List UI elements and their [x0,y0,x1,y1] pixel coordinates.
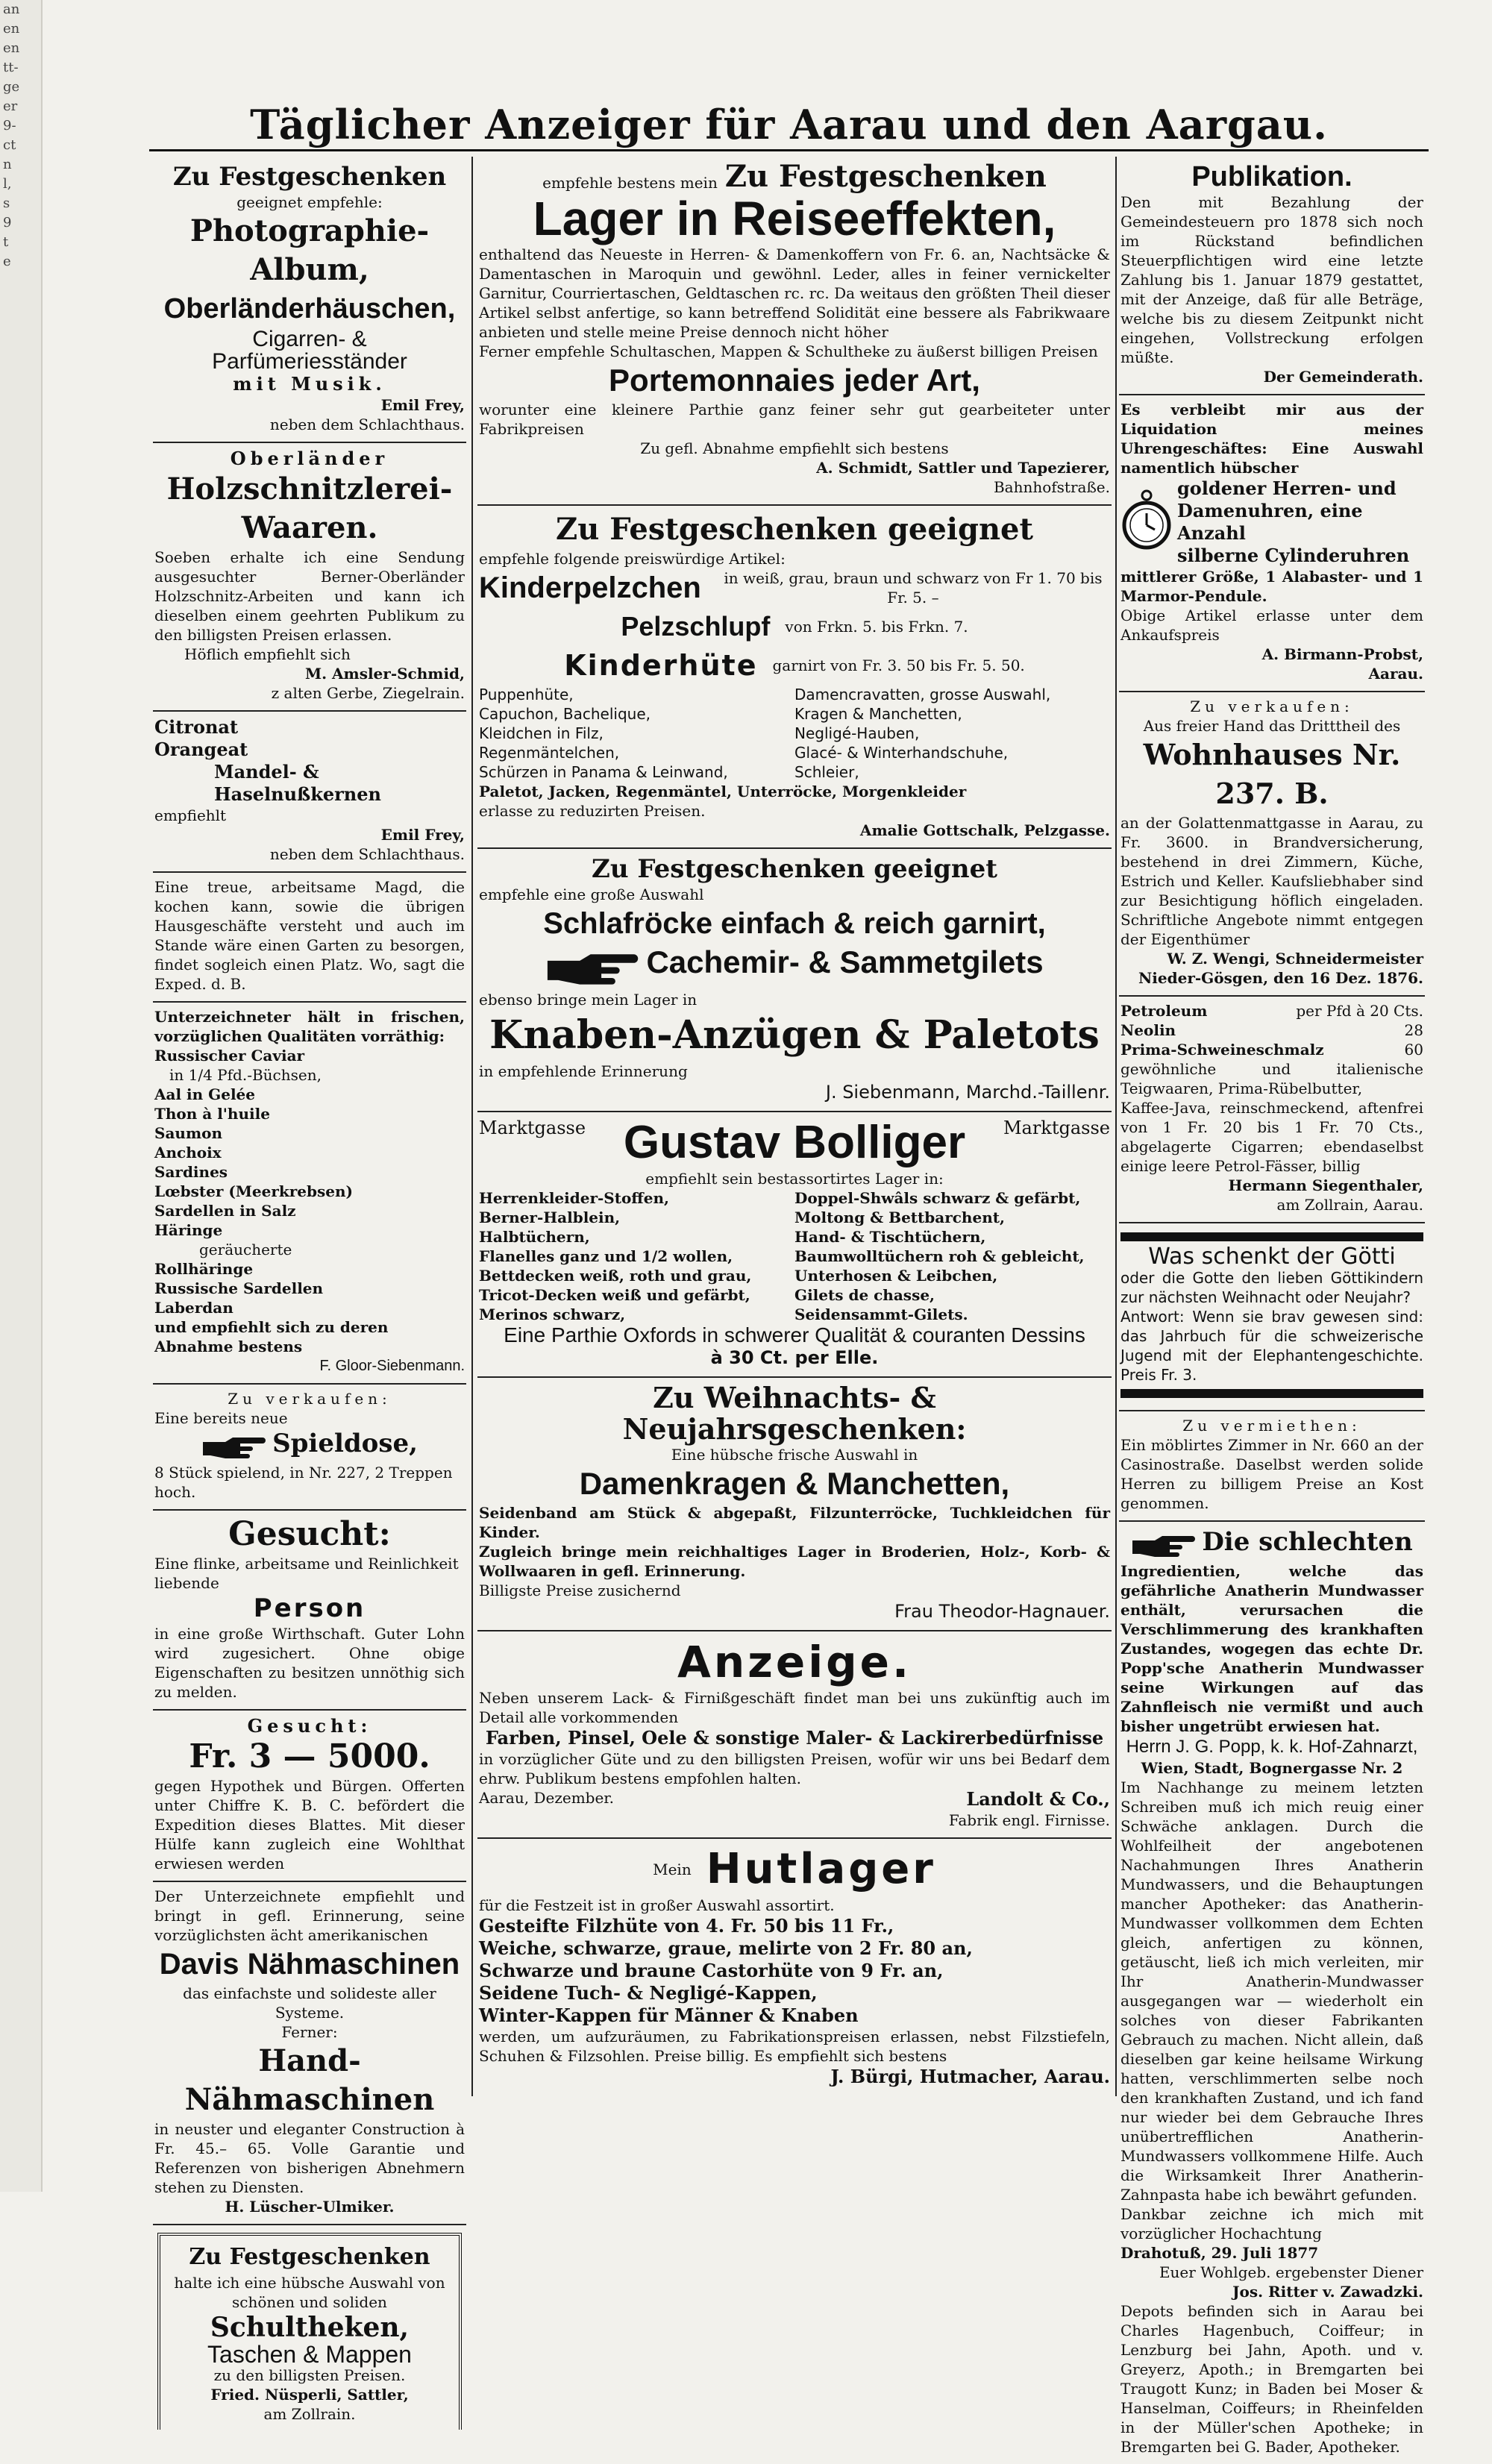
ad-item: Lœbster (Meerkrebsen) [154,1182,354,1200]
ad-title: Eine Parthie Oxfords in schwerer Qualität & couranten Dessins [504,1323,1085,1347]
ad-item: Flanelles ganz und 1/2 wollen, [479,1247,733,1265]
ad-item: Capuchon, Bachelique, [479,705,651,723]
ad-item: Schwarze und braune Castorhüte von 9 Fr. an, [479,1959,944,1981]
ad-title: Farben, Pinsel, Oele & sonstige Maler- & Lackirerbedürfnisse [485,1726,1104,1749]
ad-text: Ferner: [281,2022,338,2041]
ad-text: in neuster und eleganter Construction à Fr. 45.– 65. Volle Garantie und Referenzen von bisherigen Abnehmern stehen zu Diensten. [154,2119,465,2196]
ad-item: Kleidchen in Filz, [479,724,604,742]
edge-fragment: en [3,21,20,37]
ad-title: Schlafröcke einfach & reich garnirt, [543,907,1046,940]
ad-signature: H. Lüscher-Ulmiker. [225,2197,395,2216]
ad-text: Billigste Preise zusichernd [479,1581,681,1599]
ad-address: Wien, Stadt, Bognergasse Nr. 2 [1141,1758,1403,1777]
ad-title: Hand-Nähmaschinen [184,2043,435,2117]
ad-signature: Jos. Ritter v. Zawadzki. [1232,2282,1423,2301]
ad-naehmaschinen [153,1882,466,2225]
ad-signature: M. Amsler-Schmid, [304,665,465,683]
ad-title: Person [253,1593,366,1623]
ad-item: Gilets de chasse, [794,1285,935,1304]
ad-reiseeffekten [477,157,1112,506]
ad-text: halte ich eine hübsche Auswahl von schönen und soliden [174,2273,445,2311]
ad-schlafroecke [477,849,1112,1112]
ad-title: Knaben-Anzügen & Paletots [489,1012,1100,1058]
ad-signature: A. Birmann-Probst, [1261,645,1423,663]
ad-price: à 30 Ct. per Elle. [710,1347,879,1368]
edge-fragment: l, [3,176,12,192]
ad-item: Russischer Caviar [154,1047,305,1065]
ad-text: Eine hübsche frische Auswahl in [671,1445,918,1464]
edge-fragment: s [3,195,10,211]
ad-side-label: Marktgasse [1003,1117,1110,1138]
ad-item: Orangeat [154,739,248,760]
pointing-hand-icon [201,1435,269,1463]
ad-item: Schürzen in Panama & Leinwand, [479,763,728,781]
ad-item: geräucherte [199,1241,292,1258]
ad-citronat [153,712,466,873]
ad-text: empfehle folgende preiswürdige Artikel: [479,550,786,568]
ad-heading: Zu verkaufen: [1190,697,1354,715]
ad-heading: Gesucht: [228,1514,391,1553]
ad-heading: Zu Festgeschenken [724,159,1047,194]
ad-text: Höflich empfiehlt sich [184,645,351,663]
ad-text: Paletot, Jacken, Regenmäntel, Unterröcke, Morgenkleider [479,783,967,800]
ad-heading: Zu vermiethen: [1182,1417,1361,1435]
edge-fragment: t [3,234,9,250]
ad-signature: Hermann Siegenthaler, [1228,1176,1423,1194]
ad-signature: W. Z. Wengi, Schneidermeister [1167,950,1423,968]
ad-text: für die Festzeit ist in großer Auswahl assortirt. [479,1896,835,1914]
ad-heading: Zu Festgeschenken [172,162,447,192]
ad-anzeige-landolt [477,1631,1112,1839]
ad-place-date: Aarau, Dezember. [479,1788,615,1807]
ad-title: Cachemir- & Sammetgilets [646,944,1044,979]
ad-holzschnitzlerei [153,443,466,712]
ad-item: Glacé- & Winterhandschuhe, [794,744,1009,762]
ad-item: in 1/4 Pfd.-Büchsen, [169,1066,322,1084]
ad-text: gegen Hypothek und Bürgen. Offerten unter Chiffre K. B. C. befördert die Expedition dieses Blattes. Mit dieser Hülfe kann zugleich eine Wohlthat erwiesen werden [154,1776,465,1872]
ad-heading: Publikation. [1191,161,1352,192]
ad-item: Berner-Halblein, [479,1208,621,1226]
edge-fragment: n [3,157,12,172]
ad-item: Winter-Kappen für Männer & Knaben [479,2004,859,2026]
masthead-rule [149,149,1429,151]
ad-heading: Zu verkaufen: [228,1390,392,1408]
ad-item: Seidensammt-Gilets. [794,1305,968,1323]
ad-item: Seidene Tuch- & Negligé-Kappen, [479,1981,818,2004]
ad-text: und empfiehlt sich zu deren Abnahme bestens [154,1318,389,1355]
ad-text: oder die Gotte den lieben Göttikindern zur nächsten Weihnacht oder Neujahr? [1120,1269,1423,1306]
ad-item: Aal in Gelée [154,1085,255,1103]
ad-item: Sardines [154,1163,228,1181]
ad-item: Pelzschlupf [621,611,771,642]
ad-gesucht-geld [153,1711,466,1882]
ad-signature: J. Siebenmann, Marchd.-Taillenr. [825,1081,1110,1103]
ad-item: Prima-Schweineschmalz [1120,1041,1324,1059]
ad-text: Unterzeichneter hält in frischen, vorzüglichen Qualitäten vorräthig: [154,1008,465,1045]
ad-item: Mandel- & [214,761,319,783]
ad-text: Kaffee-Java, reinschmeckend, aftenfrei von 1 Fr. 20 bis 1 Fr. 70 Cts., abgelagerte Cigarren; ebendaselbst einige leere Petrol-Fässer, billig [1120,1099,1423,1175]
ad-signature: Frau Theodor-Hagnauer. [894,1600,1110,1622]
ad-text: Ingredientien, welche das gefährliche Anatherin Mundwasser enthält, verursachen die Verschlimmerung des krankhaften Zustandes, wogegen das echte Dr. Popp'sche Anatherin Mundwasser seine Wirkungen auf das Zahnfleisch nie vermißt und auch bisher ungetrübt erwiesen hat. [1120,1561,1423,1735]
edge-fragment: ge [3,79,20,95]
ad-text: empfiehlt sein bestassortirtes Lager in: [645,1169,944,1188]
ad-item: Negligé-Hauben, [794,724,920,742]
ad-heading: Hutlager [706,1844,936,1893]
ad-item: Gesteifte Filzhüte von 4. Fr. 50 bis 11 Fr., [479,1914,894,1937]
ad-title: Spieldose, [272,1429,418,1458]
ad-item: Kragen & Manchetten, [794,705,962,723]
ad-text: empfiehlt [154,806,227,824]
ad-text: Neben unserem Lack- & Firnißgeschäft findet man bei uns zukünftig auch im Detail alle vorkommenden [479,1688,1110,1726]
column-middle [477,157,1112,2095]
ad-item: Unterhosen & Leibchen, [794,1266,998,1285]
ad-publikation [1119,157,1425,395]
ad-heading: Zu Festgeschenken [189,2243,430,2270]
ad-signature-address: am Zollrain. [263,2404,356,2423]
ad-text: empfehle eine große Auswahl [479,885,704,903]
ad-text: enthaltend das Neueste in Herren- & Damenkoffern von Fr. 6. an, Nachtsäcke & Damentaschen in Maroquin und gewöhnl. Leder, alles in feiner vernickelter Garnitur, Courriertaschen, Geldtaschen rc. rc. Da weitaus den größten Theil dieser Artikel selbst anfertige, so kann betreffend Solidität eine bessere als Fabrikwaare anbieten und stelle meine Preise dennoch nicht höher [479,245,1110,341]
ad-text: Obige Artikel erlasse unter dem Ankaufspreis [1120,606,1423,644]
ad-goetti [1119,1223,1425,1411]
ad-item: Merinos schwarz, [479,1305,626,1323]
ad-title: Davis Nähmaschinen [159,1947,460,1981]
ad-text: ebenso bringe mein Lager in [479,990,698,1009]
ad-item: Neolin [1120,1021,1176,1039]
ad-text: Seidenband am Stück & abgepaßt, Filzunterröcke, Tuchkleidchen für Kinder. [479,1503,1110,1541]
edge-fragment: er [3,98,18,114]
ad-text: Es verbleibt mir aus der Liquidation meines Uhrengeschäftes: Eine Auswahl namentlich hübscher [1120,401,1423,477]
edge-fragment: ct [3,137,16,153]
column-divider [471,157,473,2096]
ad-item: Thon à l'huile [154,1105,270,1123]
ad-item: Rollhäringe [154,1260,254,1278]
ad-item: Saumon [154,1124,222,1142]
ad-signature-address: Nieder-Gösgen, den 16 Dez. 1876. [1138,969,1423,987]
ad-item: Damenuhren, eine Anzahl [1177,500,1363,544]
ad-text: geeignet empfehle: [236,193,383,211]
ad-heading: Zu Festgeschenken geeignet [556,512,1033,547]
edge-fragment: en [3,40,20,56]
ad-signature-address: z alten Gerbe, Ziegelrain. [271,684,465,702]
ad-signature: J. Bürgi, Hutmacher, Aarau. [830,2065,1110,2087]
ad-item: Tricot-Decken weiß und gefärbt, [479,1285,750,1304]
ad-text: worunter eine kleinere Parthie ganz feiner sehr gut gearbeiteter unter Fabrikpreisen [479,401,1110,438]
ad-title: Gustav Bolliger [623,1116,966,1168]
ad-wohnhaus [1119,692,1425,997]
ad-text: in eine große Wirthschaft. Guter Lohn wird zugesichert. Ohne obige Eigenschaften zu besitzen unnöthig sich zu melden. [154,1624,465,1701]
ad-item: Hand- & Tischtüchern, [794,1227,986,1246]
previous-page-edge [0,0,43,2192]
ad-text: Den mit Bezahlung der Gemeindesteuern pro 1878 sich noch im Rückstand befindlichen Steuerpflichtigen wird eine letzte Zahlung bis 1. Januar 1879 gestattet, mit der Anzeige, daß für alle Beträge, welche bis zu diesem Zeitpunkt nicht eingehen, Vollstreckung erfolgen müßte. [1120,193,1423,366]
ad-item: Anchoix [154,1144,222,1162]
ad-signature-address: Fabrik engl. Firnisse. [948,1811,1110,1829]
ad-hutlager [477,1839,1112,2095]
ad-place-date: Drahotuß, 29. Juli 1877 [1120,2243,1319,2262]
ad-delikatessen [153,1003,466,1385]
ad-text: Depots befinden sich in Aarau bei Charles Hagenbuch, Coiffeur; in Lenzburg bei Jahn, Apoth. und v. Greyerz, Apoth.; in Bremgarten bei Traugott Kunz; in Baden bei Moser & Hanselman, Coiffeurs; in Rheinfelden in der Müller'schen Apotheke; in Bremgarten bei G. Bader, Apotheker. [1120,2301,1423,2456]
ad-festgeschenken-frey [153,157,466,443]
ad-text: Im Nachhange zu meinem letzten Schreiben muß ich mich reuig einer Schwäche anklagen. Durch die Wohlfeilheit der angebotenen Nachahmungen Ihres Anatherin Mundwassers, und die Behauptungen mancher Apotheker: das Anatherin-Mundwasser vollkommen dem Echten gleich, anfertigen zu können, getäuscht, ließ ich mich verleiten, mir Ihr Anatherin-Mundwasser ausgegangen war — wiederholt ein solches von dieser Fabrikanten Gebrauch zu machen. Nicht allein, daß dieselben gar keine heilsame Wirkung hatten, verschlimmerten selbe noch den krankhaften Zustand, und ich fand nur wieder bei dem Gebrauche Ihres unübertrefflichen Anatherin-Mundwassers vollkommene Hilfe. Auch die Wirksamkeit Ihrer Anatherin-Zahnpasta habe ich bewährt gefunden. [1120,1778,1423,2204]
ad-item: silberne Cylinderuhren [1177,545,1410,566]
ad-zimmer [1119,1411,1425,1522]
ad-spieldose [153,1385,466,1511]
ad-text: Antwort: Wenn sie brav gewesen sind: das Jahrbuch für die schweizerische Jugend mit der Elephantengeschichte. Preis Fr. 3. [1120,1308,1423,1384]
ad-item: goldener Herren- und [1177,477,1397,499]
ad-text: Dankbar zeichne ich mich mit vorzüglicher Hochachtung [1120,2204,1423,2242]
ad-title: Wohnhauses Nr. 237. B. [1143,738,1401,810]
ad-price: per Pfd à 20 Cts. [1296,1002,1423,1020]
ad-item: Kinderhüte [564,649,758,682]
ad-text: Aus freier Hand das Dritttheil des [1143,717,1401,735]
ad-signature-address: neben dem Schlachthaus. [269,845,465,863]
ad-item: Puppenhüte, [479,686,574,703]
ad-item: Bettdecken weiß, roth und grau, [479,1266,752,1285]
ad-item: Petroleum [1120,1002,1208,1020]
ad-schultheken [157,2233,462,2430]
ad-price: 60 [1404,1041,1423,1059]
column-right [1119,157,1425,2464]
ad-signature: Emil Frey, [380,396,465,414]
ad-text: Mein [653,1860,692,1878]
ad-item: mit Musik. [233,373,386,395]
ad-item: Haselnußkernen [214,783,381,805]
ad-text: 8 Stück spielend, in Nr. 227, 2 Treppen hoch. [154,1463,453,1501]
ad-signature: Landolt & Co., [966,1787,1110,1810]
ad-title: Damenkragen & Manchetten, [579,1465,1010,1501]
heavy-rule [1120,1232,1423,1241]
ad-text: an der Golattenmattgasse in Aarau, zu Fr. 3600. in Brandversicherung, bestehend in drei Zimmern, Küche, Estrich und Keller. Kaufsliebhaber sind zur Besichtigung höflich eingeladen. Schriftliche Angebote nimmt entgegen der Eigenthümer [1120,814,1423,948]
heavy-rule [1120,1389,1423,1398]
edge-fragment: e [3,254,11,269]
ad-price: in weiß, grau, braun und schwarz von Fr 1. 70 bis Fr. 5. – [724,569,1103,606]
ad-item: mittlerer Größe, 1 Alabaster- und 1 Marmor-Pendule. [1120,568,1423,605]
ad-text: Ein möblirtes Zimmer in Nr. 660 an der Casinostraße. Daselbst werden solide Herren zu billigem Preise an Kost genommen. [1120,1436,1423,1512]
ad-heading: Gesucht: [247,1714,372,1737]
ad-item: Regenmäntelchen, [479,744,620,762]
pointing-hand-icon [545,950,642,990]
ad-signature: Euer Wohlgeb. ergebenster Diener [1159,2263,1423,2281]
ad-kinderpelzchen [477,506,1112,849]
ad-text: Eine treue, arbeitsame Magd, die kochen kann, sowie die übrigen Hausgeschäfte versteht und auch im Stande wäre einen Garten zu besorgen, findet sogleich einen Platz. Wo, sagt die Exped. d. B. [154,878,465,993]
ad-item: Cigarren- & Parfümeriesständer [212,327,407,374]
column-divider [1115,157,1117,2096]
ad-signature: F. Gloor-Siebenmann. [319,1358,465,1374]
ad-signature-address: Bahnhofstraße. [993,478,1110,496]
ad-item: Moltong & Bettbarchent, [794,1208,1005,1226]
ad-item: Damencravatten, grosse Auswahl, [794,686,1051,703]
ad-text: Eine flinke, arbeitsame und Reinlichkeit liebende [154,1554,459,1592]
ad-text: Soeben erhalte ich eine Sendung ausgesuchter Berner-Oberländer Holzschnitz-Arbeiten und kann ich dieselben einem geehrten Publikum zu den billigsten Preisen erlassen. [154,548,465,644]
column-left [153,157,466,2437]
ad-weihnachten-hagnauer [477,1378,1112,1631]
ad-text: erlasse zu reduzirten Preisen. [479,802,706,820]
ad-title: Lager in Reiseeffekten, [533,192,1056,245]
ad-text: empfehle bestens mein [542,174,718,192]
ad-title: Portemonnaies jeder Art, [609,363,980,398]
ad-title: Holzschnitzlerei-Waaren. [166,471,453,545]
ad-title: Taschen & Mappen [207,2340,412,2368]
ad-price: garnirt von Fr. 3. 50 bis Fr. 5. 50. [772,656,1025,674]
ad-text: in empfehlende Erinnerung [479,1062,688,1080]
ad-addressee: Herrn J. G. Popp, k. k. Hof-Zahnarzt, [1126,1736,1418,1757]
ad-item: Oberländerhäuschen, [163,293,456,325]
ad-item: Herrenkleider-Stoffen, [479,1188,669,1207]
ad-item: Sardellen in Salz [154,1202,296,1220]
ad-text: Ferner empfehle Schultaschen, Mappen & Schultheke zu äußerst billigen Preisen [479,342,1098,360]
ad-item: Halbtüchern, [479,1227,590,1246]
ad-text: Der Unterzeichnete empfiehlt und bringt in gefl. Erinnerung, seine vorzüglichsten ächt amerikanischen [154,1887,465,1944]
ad-heading: Zu Weihnachts- & Neujahrsgeschenken: [622,1380,967,1446]
edge-fragment: tt- [3,60,19,75]
edge-fragment: an [3,1,20,17]
ad-text: Zu gefl. Abnahme empfiehlt sich bestens [640,439,949,457]
ad-text: zu den billigsten Preisen. [213,2366,406,2384]
ad-signature-address: neben dem Schlachthaus. [269,416,465,433]
edge-fragment: 9- [3,118,16,134]
ad-price: von Frkn. 5. bis Frkn. 7. [785,618,968,636]
ad-item: Häringe [154,1221,223,1239]
masthead: Täglicher Anzeiger für Aarau und den Aargau. [250,101,1328,148]
pointing-hand-icon [1131,1533,1198,1561]
ad-item: Weiche, schwarze, graue, melirte von 2 Fr. 80 an, [479,1937,973,1959]
ad-item: Russische Sardellen [154,1279,324,1297]
ad-gesucht-person [153,1511,466,1711]
ad-heading: Oberländer [230,448,389,469]
ad-side-label: Marktgasse [479,1117,586,1138]
ad-text: Zugleich bringe mein reichhaltiges Lager in Broderien, Holz-, Korb- & Wollwaaren in gefl. Erinnerung. [479,1542,1110,1580]
ad-text: in vorzüglicher Güte und zu den billigsten Preisen, wofür wir uns bei Bedarf dem ehrw. Publikum bestens empfohlen halten. [479,1749,1110,1787]
ad-item: Schleier, [794,763,859,781]
newspaper-page [149,86,1429,2456]
ad-signature: Fried. Nüsperli, Sattler, [210,2385,409,2404]
pocket-watch-icon [1120,489,1173,555]
ad-item: Baumwolltüchern roh & gebleicht, [794,1247,1085,1265]
ad-item: Photographie-Album, [189,213,430,287]
ad-heading: Zu Festgeschenken geeignet [592,854,997,884]
ad-title: Schultheken, [210,2311,410,2343]
ad-signature: Der Gemeinderath. [1263,368,1423,386]
ad-item: Laberdan [154,1299,233,1317]
ad-text: Eine bereits neue [154,1409,288,1427]
ad-signature-address: Aarau. [1368,665,1423,683]
ad-signature-address: am Zollrain, Aarau. [1276,1196,1423,1214]
ad-text: das einfachste und solideste aller Systeme. [183,1984,436,2022]
ad-signature: Emil Frey, [380,826,465,844]
ad-item: Doppel-Shwâls schwarz & gefärbt, [794,1188,1081,1207]
ad-petroleum [1119,997,1425,1223]
ad-item: Kinderpelzchen [479,571,701,604]
ad-uhrengeschaeft [1119,395,1425,692]
ad-heading: Was schenkt der Götti [1148,1244,1396,1270]
ad-text: gewöhnliche und italienische Teigwaaren, Prima-Rübelbutter, [1120,1060,1423,1097]
ad-heading: Anzeige. [677,1636,912,1687]
ad-signature: Amalie Gottschalk, Pelzgasse. [859,821,1110,839]
ad-item: Citronat [154,716,239,738]
ad-signature: A. Schmidt, Sattler und Tapezierer, [816,459,1110,477]
ad-anatherin [1119,1522,1425,2464]
edge-fragment: 9 [3,215,12,231]
ad-text: werden, um aufzuräumen, zu Fabrikationspreisen erlassen, nebst Filzstiefeln, Schuhen & Filzsohlen. Preise billig. Es empfiehlt sich bestens [479,2027,1110,2065]
ad-gustav-bolliger [477,1112,1112,1378]
ad-price: 28 [1404,1021,1423,1039]
ad-magd [153,873,466,1003]
ad-title: Fr. 3 — 5000. [189,1737,430,1775]
ad-heading: Die schlechten [1202,1527,1413,1557]
